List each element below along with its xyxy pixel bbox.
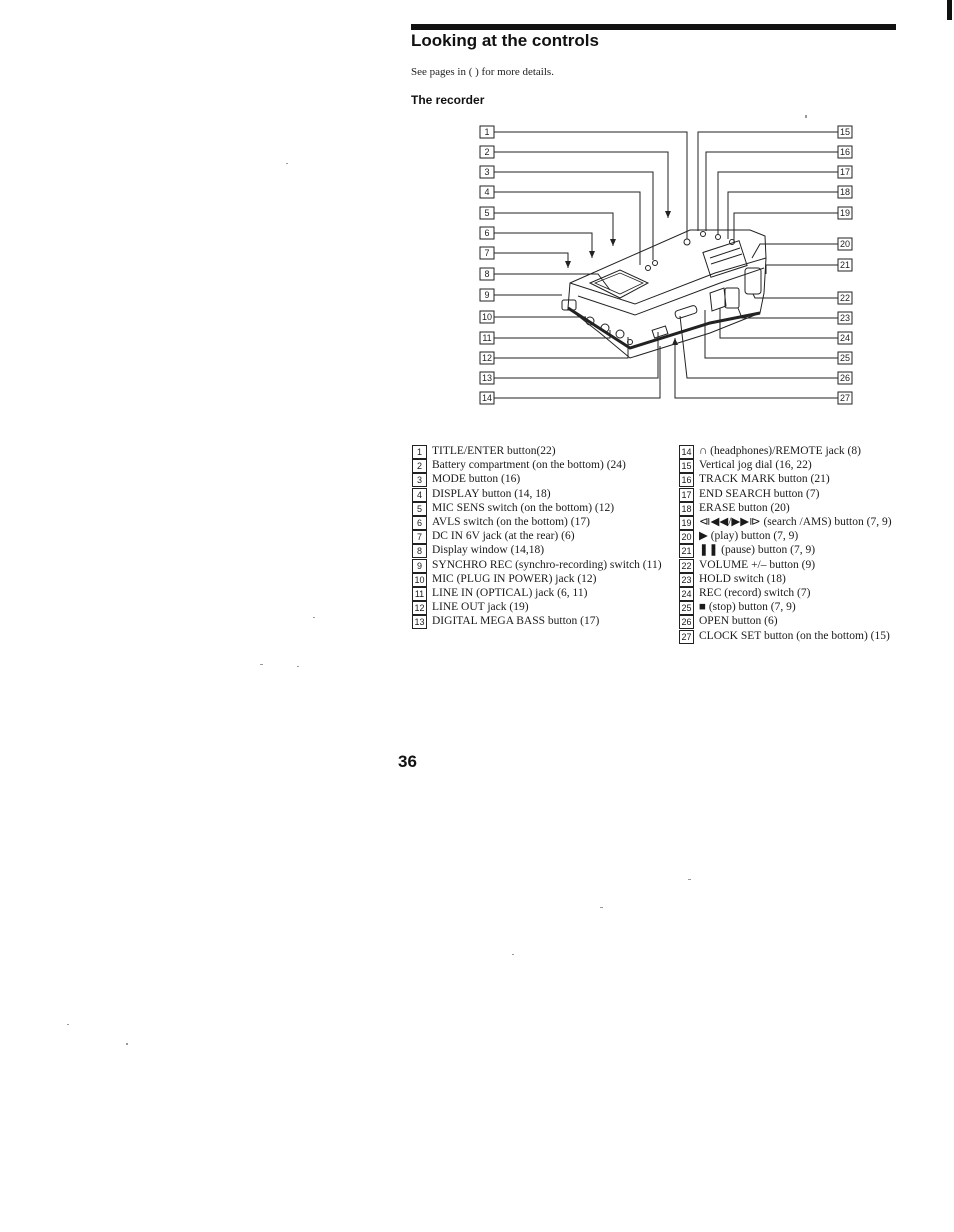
scan-speck — [512, 954, 514, 955]
callout-number-27: 27 — [839, 393, 851, 403]
callout-number-2: 2 — [484, 147, 490, 157]
scan-speck — [805, 115, 807, 118]
legend-number: 24 — [679, 587, 694, 601]
legend-item-25 — [679, 600, 909, 614]
left-callouts — [480, 126, 494, 404]
page-edge-mark — [947, 0, 952, 20]
legend-item-5 — [412, 501, 662, 515]
legend-text: Battery compartment (on the bottom) (24) — [432, 459, 626, 472]
legend-text: MODE button (16) — [432, 473, 521, 486]
legend-text: CLOCK SET button (on the bottom) (15) — [699, 629, 890, 642]
legend-item-7 — [412, 529, 662, 543]
legend-number: 8 — [412, 544, 427, 558]
legend-item-3 — [412, 472, 662, 486]
callout-number-26: 26 — [839, 373, 851, 383]
right-callouts — [838, 126, 852, 404]
legend-text: DC IN 6V jack (at the rear) (6) — [432, 530, 575, 543]
hold-switch — [725, 288, 739, 308]
legend-item-19 — [679, 515, 909, 529]
legend-text: VOLUME +/– button (9) — [699, 558, 816, 571]
legend-item-21 — [679, 543, 909, 557]
reference-note: See pages in ( ) for more details. — [411, 66, 554, 78]
callout-number-1: 1 — [484, 127, 490, 137]
legend-item-9 — [412, 558, 662, 572]
callout-number-10: 10 — [481, 312, 493, 322]
legend-item-6 — [412, 515, 662, 529]
legend-number: 23 — [679, 573, 694, 587]
callout-number-16: 16 — [839, 147, 851, 157]
legend-text: HOLD switch (18) — [699, 572, 786, 585]
legend-text: SYNCHRO REC (synchro-recording) switch (11) — [432, 558, 662, 571]
legend-item-20 — [679, 529, 909, 543]
legend-text: TITLE/ENTER button(22) — [432, 445, 556, 457]
legend-text: LINE OUT jack (19) — [432, 601, 529, 614]
legend-number: 21 — [679, 544, 694, 558]
title-enter-button — [684, 239, 690, 245]
legend-item-18 — [679, 501, 909, 515]
legend-text: MIC (PLUG IN POWER) jack (12) — [432, 572, 597, 585]
callout-number-22: 22 — [839, 293, 851, 303]
legend-number: 11 — [412, 587, 427, 601]
line-out-jack — [616, 330, 624, 338]
legend-number: 2 — [412, 459, 427, 473]
legend-text: LINE IN (OPTICAL) jack (6, 11) — [432, 587, 588, 600]
page-number: 36 — [398, 752, 417, 771]
legend-item-10 — [412, 572, 662, 586]
recorder-bottom-edge — [568, 308, 760, 348]
legend-number: 17 — [679, 488, 694, 502]
callout-number-15: 15 — [839, 127, 851, 137]
callout-number-14: 14 — [481, 393, 493, 403]
legend-number: 1 — [412, 445, 427, 459]
legend-number: 6 — [412, 516, 427, 530]
legend-text: MIC SENS switch (on the bottom) (12) — [432, 501, 615, 514]
legend-item-16 — [679, 472, 909, 486]
callout-number-8: 8 — [484, 269, 490, 279]
scan-speck — [600, 907, 603, 908]
legend-text: DIGITAL MEGA BASS button (17) — [432, 615, 600, 628]
callout-number-23: 23 — [839, 313, 851, 323]
legend-text: ERASE button (20) — [699, 501, 790, 514]
legend-number: 9 — [412, 559, 427, 573]
callout-number-7: 7 — [484, 248, 490, 258]
legend-item-13 — [412, 614, 662, 628]
scan-speck — [688, 879, 691, 880]
legend-number: 3 — [412, 473, 427, 487]
legend-item-1 — [412, 444, 662, 458]
legend-text: ■ (stop) button (7, 9) — [699, 601, 796, 614]
legend-number: 16 — [679, 473, 694, 487]
callout-number-17: 17 — [839, 167, 851, 177]
legend-left — [412, 444, 662, 629]
scan-speck — [67, 1024, 69, 1025]
callout-number-11: 11 — [482, 333, 492, 343]
legend-number: 4 — [412, 488, 427, 502]
legend-item-4 — [412, 487, 662, 501]
callout-number-19: 19 — [839, 208, 851, 218]
legend-item-24 — [679, 586, 909, 600]
legend-text: ⧏◀◀/▶▶⧐ (search /AMS) button (7, 9) — [699, 516, 892, 529]
legend-text: ▶ (play) button (7, 9) — [699, 530, 799, 543]
legend-text: ❚❚ (pause) button (7, 9) — [699, 544, 816, 557]
legend-text: REC (record) switch (7) — [699, 587, 811, 600]
legend-item-14 — [679, 444, 909, 458]
legend-number: 22 — [679, 559, 694, 573]
scan-speck — [297, 666, 299, 667]
callout-number-12: 12 — [481, 353, 493, 363]
display-button — [646, 266, 651, 271]
scan-speck — [286, 163, 288, 164]
legend-number: 20 — [679, 530, 694, 544]
legend-item-12 — [412, 600, 662, 614]
legend-item-17 — [679, 487, 909, 501]
legend-item-27 — [679, 629, 909, 643]
callout-number-24: 24 — [839, 333, 851, 343]
callout-number-4: 4 — [484, 187, 490, 197]
legend-text: OPEN button (6) — [699, 615, 778, 628]
legend-item-2 — [412, 458, 662, 472]
legend-text: AVLS switch (on the bottom) (17) — [432, 516, 590, 529]
legend-item-26 — [679, 614, 909, 628]
scan-speck — [313, 617, 315, 618]
legend-text: Display window (14,18) — [432, 544, 545, 557]
legend-number: 10 — [412, 573, 427, 587]
callout-number-20: 20 — [839, 239, 851, 249]
legend-item-23 — [679, 572, 909, 586]
callout-number-18: 18 — [839, 187, 851, 197]
legend-number: 5 — [412, 502, 427, 516]
legend-number: 12 — [412, 601, 427, 615]
callout-number-21: 21 — [839, 260, 851, 270]
legend-item-11 — [412, 586, 662, 600]
legend-item-15 — [679, 458, 909, 472]
legend-number: 27 — [679, 630, 694, 644]
callout-number-9: 9 — [484, 290, 490, 300]
legend-text: END SEARCH button (7) — [699, 487, 820, 500]
legend-text: TRACK MARK button (21) — [699, 473, 830, 486]
legend-number: 25 — [679, 601, 694, 615]
callout-number-6: 6 — [484, 228, 490, 238]
scan-speck — [126, 1043, 128, 1045]
header-rule — [411, 24, 896, 30]
legend-number: 14 — [679, 445, 694, 459]
legend-number: 15 — [679, 459, 694, 473]
mode-button — [653, 261, 658, 266]
scan-speck — [260, 664, 263, 665]
legend-text: ∩ (headphones)/REMOTE jack (8) — [699, 445, 861, 457]
recorder-diagram — [470, 118, 870, 413]
legend-item-22 — [679, 558, 909, 572]
callout-number-25: 25 — [839, 353, 851, 363]
legend-number: 19 — [679, 516, 694, 530]
legend-text: Vertical jog dial (16, 22) — [699, 459, 812, 472]
callout-number-5: 5 — [484, 208, 490, 218]
open-button — [674, 305, 697, 319]
legend-number: 26 — [679, 615, 694, 629]
legend-number: 18 — [679, 502, 694, 516]
page-title: Looking at the controls — [411, 31, 599, 50]
legend-number: 7 — [412, 530, 427, 544]
legend-number: 13 — [412, 615, 427, 629]
legend-item-8 — [412, 543, 662, 557]
section-heading: The recorder — [411, 93, 485, 107]
legend-right — [679, 444, 909, 643]
callout-number-13: 13 — [481, 373, 493, 383]
callout-number-3: 3 — [484, 167, 490, 177]
legend-text: DISPLAY button (14, 18) — [432, 487, 551, 500]
